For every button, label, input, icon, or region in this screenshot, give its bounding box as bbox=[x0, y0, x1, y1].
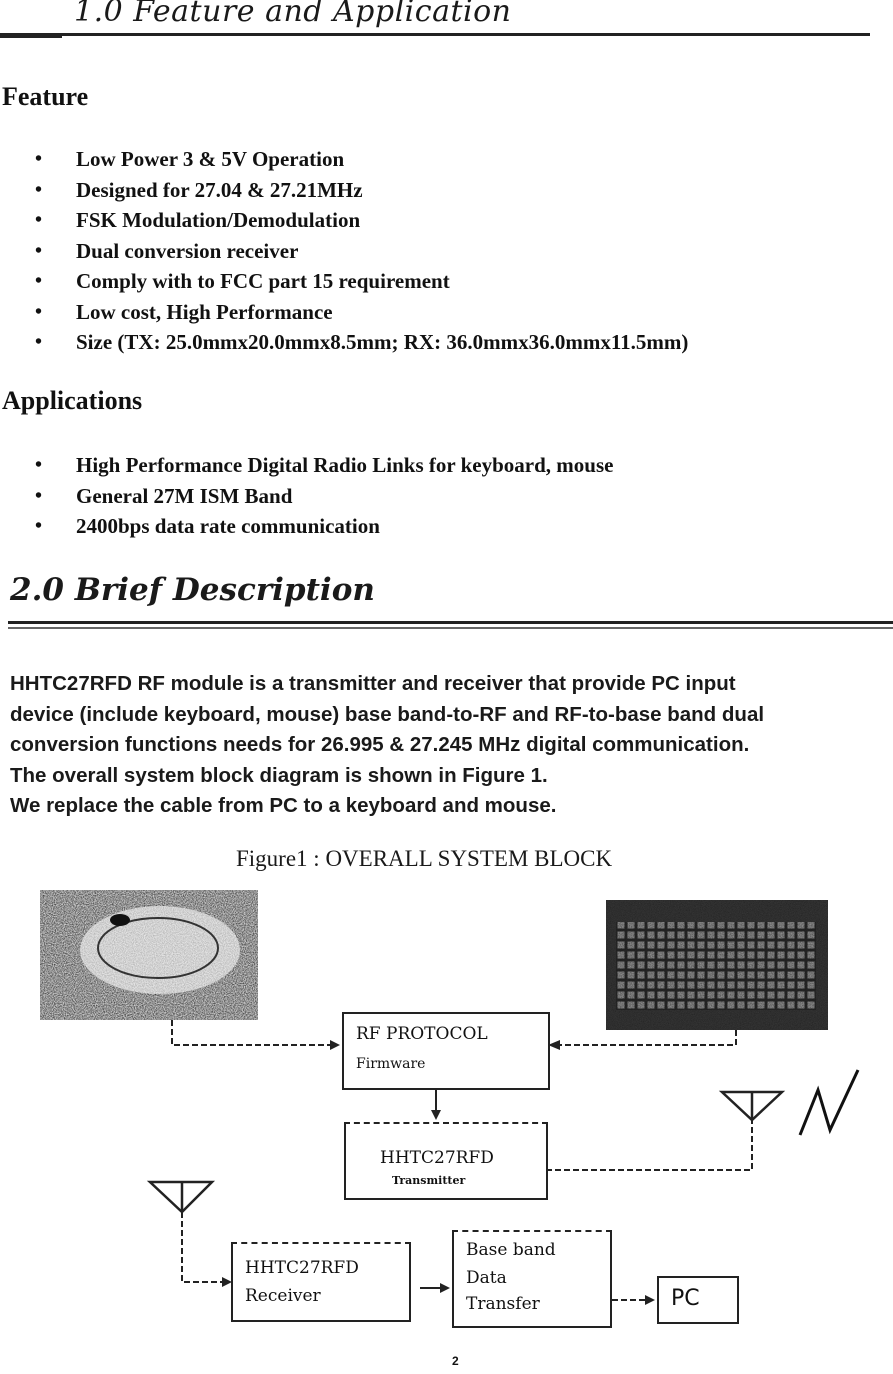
block-label: Data bbox=[466, 1268, 507, 1288]
description-line: conversion functions needs for 26.995 & 27.245 MHz digital communication. bbox=[10, 733, 750, 756]
list-item-text: FSK Modulation/Demodulation bbox=[76, 208, 361, 232]
bullet-icon: • bbox=[35, 239, 43, 262]
block-label: RF PROTOCOL bbox=[356, 1024, 488, 1044]
block-label: HHTC27RFD bbox=[245, 1258, 359, 1278]
bullet-icon: • bbox=[35, 454, 43, 476]
antenna-icon bbox=[150, 1182, 212, 1212]
receiver-block bbox=[231, 1242, 411, 1322]
block-label: Base band bbox=[466, 1240, 556, 1260]
list-item-text: Dual conversion receiver bbox=[76, 238, 299, 263]
description-line: device (include keyboard, mouse) base band-to-RF and RF-to-base band dual bbox=[10, 702, 765, 726]
bullet-icon: • bbox=[35, 148, 43, 170]
block-label: HHTC27RFD bbox=[380, 1148, 494, 1168]
list-item-text: General 27M ISM Band bbox=[76, 483, 293, 508]
list-item-text: Size (TX: 25.0mmx20.0mmx8.5mm; RX: 36.0mmx36.0mmx11.5mm) bbox=[76, 330, 689, 354]
baseband-block bbox=[452, 1230, 612, 1328]
arrow-right-icon bbox=[330, 1040, 340, 1050]
description-line: HHTC27RFD RF module is a transmitter and receiver that provide PC input bbox=[10, 672, 736, 695]
list-item-text: High Performance Digital Radio Links for keyboard, mouse bbox=[76, 453, 614, 477]
list-item-text: Low Power 3 & 5V Operation bbox=[76, 147, 345, 171]
arrow-down-icon bbox=[431, 1110, 441, 1120]
list-item-text: 2400bps data rate communication bbox=[76, 514, 380, 538]
applications-title: Applications bbox=[2, 386, 143, 415]
block-sublabel: Firmware bbox=[356, 1056, 426, 1072]
bullet-icon: • bbox=[35, 484, 43, 507]
list-item-text: Designed for 27.04 & 27.21MHz bbox=[76, 177, 363, 202]
block-label: PC bbox=[671, 1286, 700, 1311]
feature-title: Feature bbox=[2, 82, 89, 111]
bullet-icon: • bbox=[35, 178, 43, 201]
bullet-icon: • bbox=[35, 331, 43, 353]
antenna-icon bbox=[722, 1092, 782, 1120]
arrow-right-icon bbox=[645, 1295, 655, 1305]
figure-caption: Figure1 : OVERALL SYSTEM BLOCK bbox=[236, 846, 613, 871]
bullet-icon: • bbox=[35, 209, 43, 231]
block-sublabel: Receiver bbox=[245, 1286, 321, 1306]
rf-protocol-block bbox=[342, 1012, 550, 1090]
page-number: 2 bbox=[452, 1354, 459, 1368]
rf-wave-icon bbox=[800, 1070, 858, 1135]
description-line: We replace the cable from PC to a keyboard and mouse. bbox=[10, 794, 557, 817]
arrow-right-icon bbox=[440, 1283, 450, 1293]
bullet-icon: • bbox=[35, 300, 43, 323]
bullet-icon: • bbox=[35, 270, 43, 292]
bullet-icon: • bbox=[35, 515, 43, 537]
section-1-heading: 1.0 Feature and Application bbox=[74, 0, 512, 29]
description-line: The overall system block diagram is shown in Figure 1. bbox=[10, 763, 548, 787]
block-sublabel: Transmitter bbox=[392, 1174, 466, 1187]
section-2-heading: 2.0 Brief Description bbox=[10, 572, 375, 608]
transmitter-block bbox=[344, 1122, 548, 1200]
list-item-text: Low cost, High Performance bbox=[76, 299, 333, 324]
list-item-text: Comply with to FCC part 15 requirement bbox=[76, 269, 450, 293]
block-label: Transfer bbox=[466, 1294, 540, 1314]
pc-block bbox=[657, 1276, 739, 1324]
